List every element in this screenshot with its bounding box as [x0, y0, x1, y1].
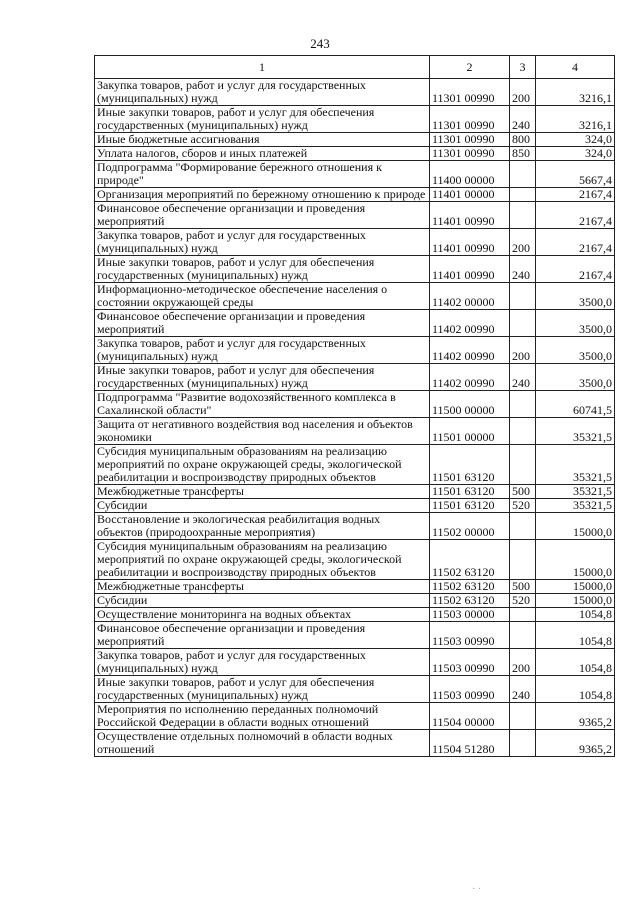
cell-sum: 35321,5 — [536, 499, 615, 513]
cell-vid — [510, 188, 536, 202]
page-number: 243 — [310, 36, 330, 51]
table-row — [95, 485, 615, 499]
scan-speck: · · — [472, 884, 482, 895]
table-row — [95, 540, 615, 580]
cell-name: Межбюджетные трансферты — [95, 485, 430, 499]
cell-name: Организация мероприятий по бережному отношению к природе — [95, 188, 430, 202]
cell-name: Иные закупки товаров, работ и услуг для обеспечения государственных (муниципальных) нужд — [95, 676, 430, 703]
cell-sum: 9365,2 — [536, 703, 615, 730]
table-row — [95, 418, 615, 445]
cell-sum: 35321,5 — [536, 445, 615, 485]
cell-vid — [510, 202, 536, 229]
table-header-row — [95, 56, 615, 79]
cell-sum: 1054,8 — [536, 622, 615, 649]
cell-code: 11402 00990 — [430, 310, 510, 337]
cell-vid — [510, 445, 536, 485]
table-row — [95, 188, 615, 202]
cell-code: 11401 00990 — [430, 256, 510, 283]
column-header-vid: 3 — [510, 56, 536, 79]
table-row — [95, 229, 615, 256]
cell-vid: 240 — [510, 364, 536, 391]
table-row — [95, 594, 615, 608]
table-row — [95, 513, 615, 540]
cell-name: Закупка товаров, работ и услуг для государственных (муниципальных) нужд — [95, 649, 430, 676]
cell-name: Субсидия муниципальным образованиям на реализацию мероприятий по охране окружающей среды, экологической реабилитации и воспроизводству природных объектов — [95, 540, 430, 580]
cell-code: 11500 00000 — [430, 391, 510, 418]
table-row — [95, 580, 615, 594]
cell-sum: 3500,0 — [536, 310, 615, 337]
cell-code: 11402 00990 — [430, 364, 510, 391]
cell-name: Уплата налогов, сборов и иных платежей — [95, 147, 430, 161]
cell-sum: 2167,4 — [536, 256, 615, 283]
cell-sum: 60741,5 — [536, 391, 615, 418]
cell-sum: 324,0 — [536, 147, 615, 161]
cell-sum: 1054,8 — [536, 649, 615, 676]
cell-vid: 520 — [510, 499, 536, 513]
cell-sum: 35321,5 — [536, 485, 615, 499]
table-row — [95, 310, 615, 337]
cell-name: Подпрограмма "Развитие водохозяйственного комплекса в Сахалинской области" — [95, 391, 430, 418]
cell-name: Иные закупки товаров, работ и услуг для обеспечения государственных (муниципальных) нужд — [95, 364, 430, 391]
cell-vid: 200 — [510, 229, 536, 256]
cell-sum: 15000,0 — [536, 540, 615, 580]
cell-code: 11402 00000 — [430, 283, 510, 310]
cell-code: 11402 00990 — [430, 337, 510, 364]
table-row — [95, 147, 615, 161]
cell-vid: 240 — [510, 106, 536, 133]
table-body — [95, 79, 615, 757]
cell-vid: 500 — [510, 485, 536, 499]
cell-name: Иные бюджетные ассигнования — [95, 133, 430, 147]
cell-vid — [510, 513, 536, 540]
cell-code: 11301 00990 — [430, 79, 510, 106]
cell-name: Иные закупки товаров, работ и услуг для обеспечения государственных (муниципальных) нужд — [95, 106, 430, 133]
table-row — [95, 499, 615, 513]
cell-vid — [510, 622, 536, 649]
cell-name: Защита от негативного воздействия вод населения и объектов экономики — [95, 418, 430, 445]
table-row — [95, 106, 615, 133]
cell-code: 11301 00990 — [430, 106, 510, 133]
cell-code: 11503 00000 — [430, 608, 510, 622]
cell-code: 11502 00000 — [430, 513, 510, 540]
cell-sum: 15000,0 — [536, 580, 615, 594]
cell-vid: 240 — [510, 676, 536, 703]
cell-sum: 3216,1 — [536, 79, 615, 106]
table-row — [95, 133, 615, 147]
cell-code: 11503 00990 — [430, 676, 510, 703]
column-header-sum: 4 — [536, 56, 615, 79]
cell-name: Финансовое обеспечение организации и проведения мероприятий — [95, 622, 430, 649]
cell-vid — [510, 391, 536, 418]
table-row — [95, 445, 615, 485]
cell-name: Восстановление и экологическая реабилитация водных объектов (природоохранные мероприятия) — [95, 513, 430, 540]
cell-code: 11401 00990 — [430, 229, 510, 256]
budget-table — [94, 55, 615, 757]
table-row — [95, 202, 615, 229]
cell-vid — [510, 161, 536, 188]
table-row — [95, 730, 615, 757]
cell-code: 11502 63120 — [430, 594, 510, 608]
cell-vid — [510, 310, 536, 337]
table-row — [95, 608, 615, 622]
cell-code: 11504 00000 — [430, 703, 510, 730]
table-row — [95, 337, 615, 364]
cell-vid: 200 — [510, 79, 536, 106]
cell-code: 11501 63120 — [430, 499, 510, 513]
cell-name: Осуществление отдельных полномочий в области водных отношений — [95, 730, 430, 757]
cell-sum: 2167,4 — [536, 202, 615, 229]
cell-sum: 3216,1 — [536, 106, 615, 133]
cell-name: Информационно-методическое обеспечение населения о состоянии окружающей среды — [95, 283, 430, 310]
table-row — [95, 649, 615, 676]
cell-vid: 850 — [510, 147, 536, 161]
cell-code: 11503 00990 — [430, 649, 510, 676]
cell-sum: 3500,0 — [536, 283, 615, 310]
cell-name: Подпрограмма "Формирование бережного отношения к природе" — [95, 161, 430, 188]
cell-sum: 1054,8 — [536, 608, 615, 622]
cell-code: 11501 63120 — [430, 445, 510, 485]
cell-vid — [510, 418, 536, 445]
cell-vid: 520 — [510, 594, 536, 608]
table-row — [95, 676, 615, 703]
cell-name: Субсидии — [95, 594, 430, 608]
table-row — [95, 703, 615, 730]
cell-name: Мероприятия по исполнению переданных полномочий Российской Федерации в области водных отношений — [95, 703, 430, 730]
cell-sum: 15000,0 — [536, 513, 615, 540]
table-row — [95, 161, 615, 188]
cell-vid: 200 — [510, 649, 536, 676]
cell-sum: 5667,4 — [536, 161, 615, 188]
cell-name: Финансовое обеспечение организации и проведения мероприятий — [95, 202, 430, 229]
cell-code: 11301 00990 — [430, 133, 510, 147]
column-header-code: 2 — [430, 56, 510, 79]
cell-code: 11504 51280 — [430, 730, 510, 757]
cell-vid: 240 — [510, 256, 536, 283]
cell-vid — [510, 608, 536, 622]
cell-code: 11502 63120 — [430, 580, 510, 594]
cell-code: 11501 63120 — [430, 485, 510, 499]
cell-name: Осуществление мониторинга на водных объектах — [95, 608, 430, 622]
cell-name: Субсидия муниципальным образованиям на реализацию мероприятий по охране окружающей среды, экологической реабилитации и воспроизводству природных объектов — [95, 445, 430, 485]
cell-code: 11503 00990 — [430, 622, 510, 649]
cell-vid: 500 — [510, 580, 536, 594]
cell-code: 11501 00000 — [430, 418, 510, 445]
cell-vid: 800 — [510, 133, 536, 147]
cell-name: Закупка товаров, работ и услуг для государственных (муниципальных) нужд — [95, 337, 430, 364]
table-row — [95, 364, 615, 391]
cell-code: 11301 00990 — [430, 147, 510, 161]
cell-vid: 200 — [510, 337, 536, 364]
cell-name: Финансовое обеспечение организации и проведения мероприятий — [95, 310, 430, 337]
cell-code: 11502 63120 — [430, 540, 510, 580]
cell-sum: 2167,4 — [536, 229, 615, 256]
cell-code: 11400 00000 — [430, 161, 510, 188]
cell-vid — [510, 703, 536, 730]
cell-code: 11401 00000 — [430, 188, 510, 202]
cell-sum: 3500,0 — [536, 364, 615, 391]
table-row — [95, 256, 615, 283]
cell-sum: 35321,5 — [536, 418, 615, 445]
cell-name: Иные закупки товаров, работ и услуг для обеспечения государственных (муниципальных) нужд — [95, 256, 430, 283]
column-header-name: 1 — [95, 56, 430, 79]
cell-name: Субсидии — [95, 499, 430, 513]
table-row — [95, 391, 615, 418]
cell-name: Закупка товаров, работ и услуг для государственных (муниципальных) нужд — [95, 79, 430, 106]
cell-sum: 1054,8 — [536, 676, 615, 703]
cell-code: 11401 00990 — [430, 202, 510, 229]
cell-sum: 3500,0 — [536, 337, 615, 364]
cell-sum: 9365,2 — [536, 730, 615, 757]
cell-sum: 15000,0 — [536, 594, 615, 608]
cell-name: Закупка товаров, работ и услуг для государственных (муниципальных) нужд — [95, 229, 430, 256]
cell-sum: 324,0 — [536, 133, 615, 147]
table-row — [95, 622, 615, 649]
cell-sum: 2167,4 — [536, 188, 615, 202]
cell-vid — [510, 540, 536, 580]
cell-name: Межбюджетные трансферты — [95, 580, 430, 594]
table-row — [95, 283, 615, 310]
cell-vid — [510, 730, 536, 757]
cell-vid — [510, 283, 536, 310]
table-row — [95, 79, 615, 106]
